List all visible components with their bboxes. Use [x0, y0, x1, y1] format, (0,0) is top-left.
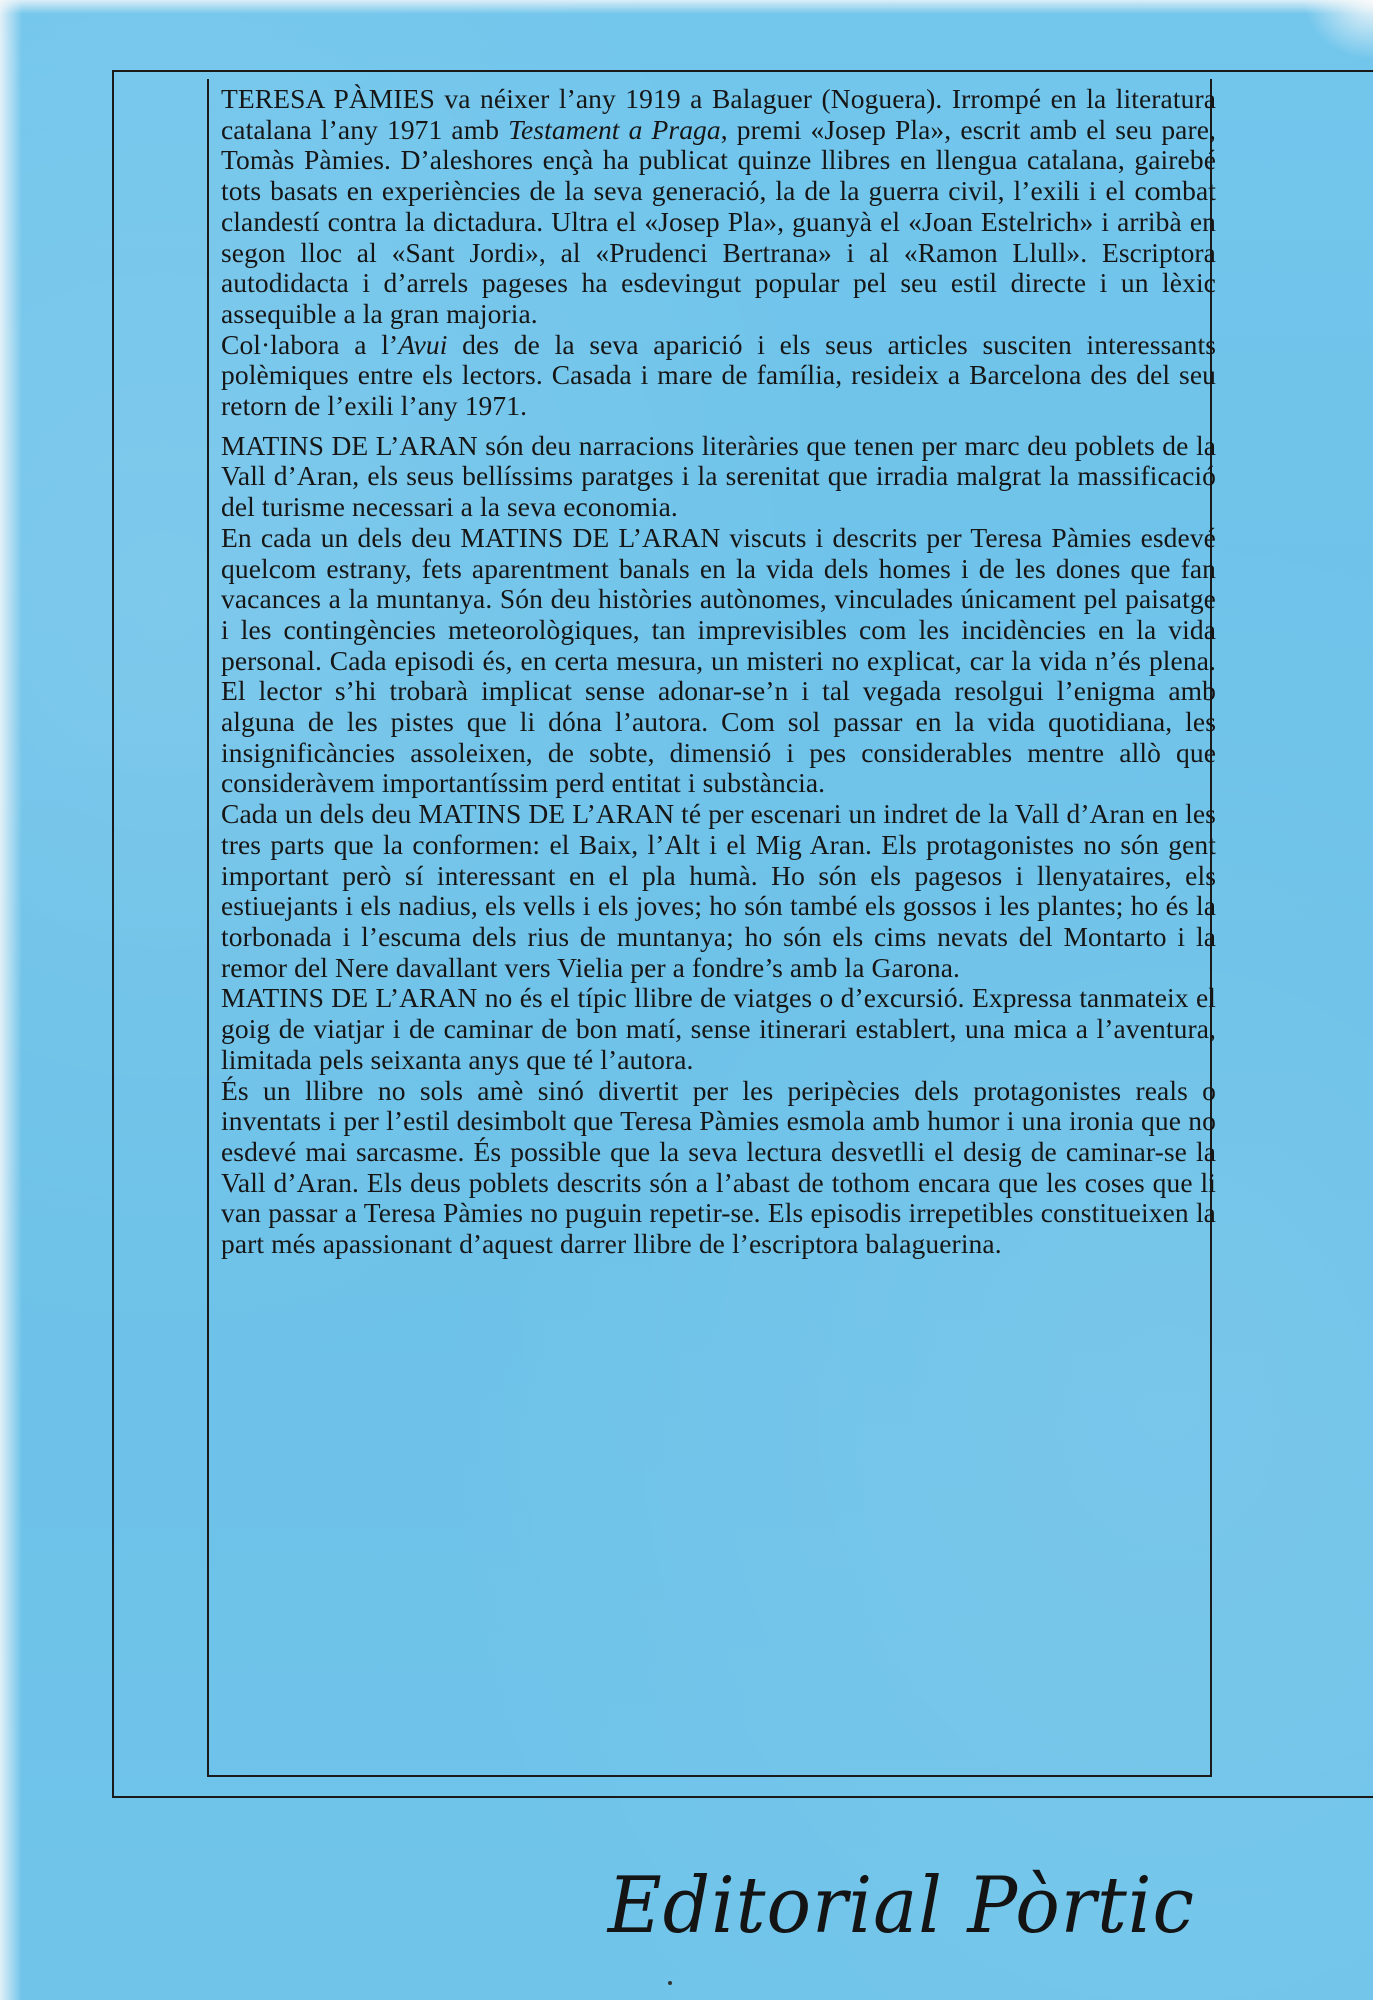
- author-bio-paragraph: [221, 84, 1216, 330]
- synopsis-paragraph-2: En cada un dels deu MATINS DE L’ARAN viscuts i descrits per Teresa Pàmies esdevé quelcom estrany, fets aparentment banals en la vida dels homes i de les dones que fan vacances a la muntanya. Són deu històries autònomes, vinculades únicament pel paisatge i les contingències meteorològiques, tan imprevisibles com les incidències en la vida personal. Cada episodi és, en certa mesura, un misteri no explicat, car la vida n’és plena. El lector s’hi trobarà implicat sense adonar-se’n i tal vegada resolgui l’enigma amb alguna de les pistes que li dóna l’autora. Com sol passar en la vida quotidiana, les insignificàncies assoleixen, de sobte, dimensió i pes considerables mentre allò que consideràvem importantíssim perd entitat i substància.: [221, 521, 1216, 799]
- synopsis-paragraph-5: És un llibre no sols amè sinó divertit per les peripècies dels protagonistes reals o inventats i per l’estil desimbolt que Teresa Pàmies esmola amb humor i una ironia que no esdevé mai sarcasme. És possible que la seva lectura desvetlli el desig de caminar-se la Vall d’Aran. Els deus poblets descrits són a l’abast de tothom encara que les coses que li van passar a Teresa Pàmies no puguin repetir-se. Els episodis irrepetibles constitueixen la part més apassionant d’aquest darrer llibre de l’escriptora balaguerina.: [221, 1074, 1216, 1260]
- bio-intro: va néixer l’any 1919 a Balaguer (Noguera). Irrompé en la literatura catalana l’any 1971 amb: [221, 83, 1217, 145]
- blurb-text: [221, 84, 1216, 1260]
- newspaper-title: Avui: [398, 328, 448, 360]
- synopsis-paragraph-3: Cada un dels deu MATINS DE L’ARAN té per escenari un indret de la Vall d’Aran en les tres parts que la conformen: el Baix, l’Alt i el Mig Aran. Els protagonistes no són gent important però sí interessant en el pla humà. Ho són els pagesos i llenyataires, els estiuejants i els nadius, els vells i els joves; ho són també els gossos i les plantes; ho és la torbonada i l’escuma dels rius de muntanya; ho són els cims nevats del Montarto i la remor del Nere davallant vers Vielia per a fondre’s amb la Garona.: [221, 798, 1216, 983]
- book-title-testament: Testament a Praga: [508, 113, 721, 145]
- bio-rest: , premi «Josep Pla», escrit amb el seu pare, Tomàs Pàmies. D’aleshores ençà ha publicat quinze llibres en llengua catalana, gairebé tots basats en experiències de la seva generació, la de la guerra civil, l’exili i el combat clandestí contra la dictadura. Ultra el «Josep Pla», guanyà el «Joan Estelrich» i arribà en segon lloc al «Sant Jordi», al «Prudenci Bertrana» i al «Ramon Llull». Escriptora autodidacta i d’arrels pageses ha esdevingut popular pel seu estil directe i un lèxic assequible a la gran majoria.: [221, 113, 1217, 329]
- worn-corner: [1303, 0, 1373, 60]
- author-name: TERESA PÀMIES: [221, 83, 435, 114]
- worn-edge-top: [0, 0, 1373, 14]
- publisher-logo: Editorial Pòrtic: [607, 1860, 1195, 1951]
- author-collaboration-paragraph: [221, 330, 1216, 422]
- print-dot: [668, 1981, 672, 1985]
- worn-edge-left: [0, 0, 22, 2000]
- synopsis-paragraph-1: MATINS DE L’ARAN són deu narracions literàries que tenen per marc deu poblets de la Vall d’Aran, els seus bellíssims paratges i la serenitat que irradia malgrat la massificació del turisme necessari a la seva economia.: [221, 429, 1216, 523]
- synopsis-paragraph-4: MATINS DE L’ARAN no és el típic llibre de viatges o d’excursió. Expressa tanmateix el goig de viatjar i de caminar de bon matí, sense itinerari establert, una mica a l’aventura, limitada pels seixanta anys que té l’autora.: [221, 982, 1216, 1075]
- collab-rest: des de la seva aparició i els seus articles susciten interessants polèmiques entre els lectors. Casada i mare de família, resideix a Barcelona des del seu retorn de l’exili l’any 1971.: [221, 328, 1216, 422]
- collab-intro: Col·labora a l’: [221, 328, 399, 360]
- outer-frame-left-rule: [112, 70, 114, 1798]
